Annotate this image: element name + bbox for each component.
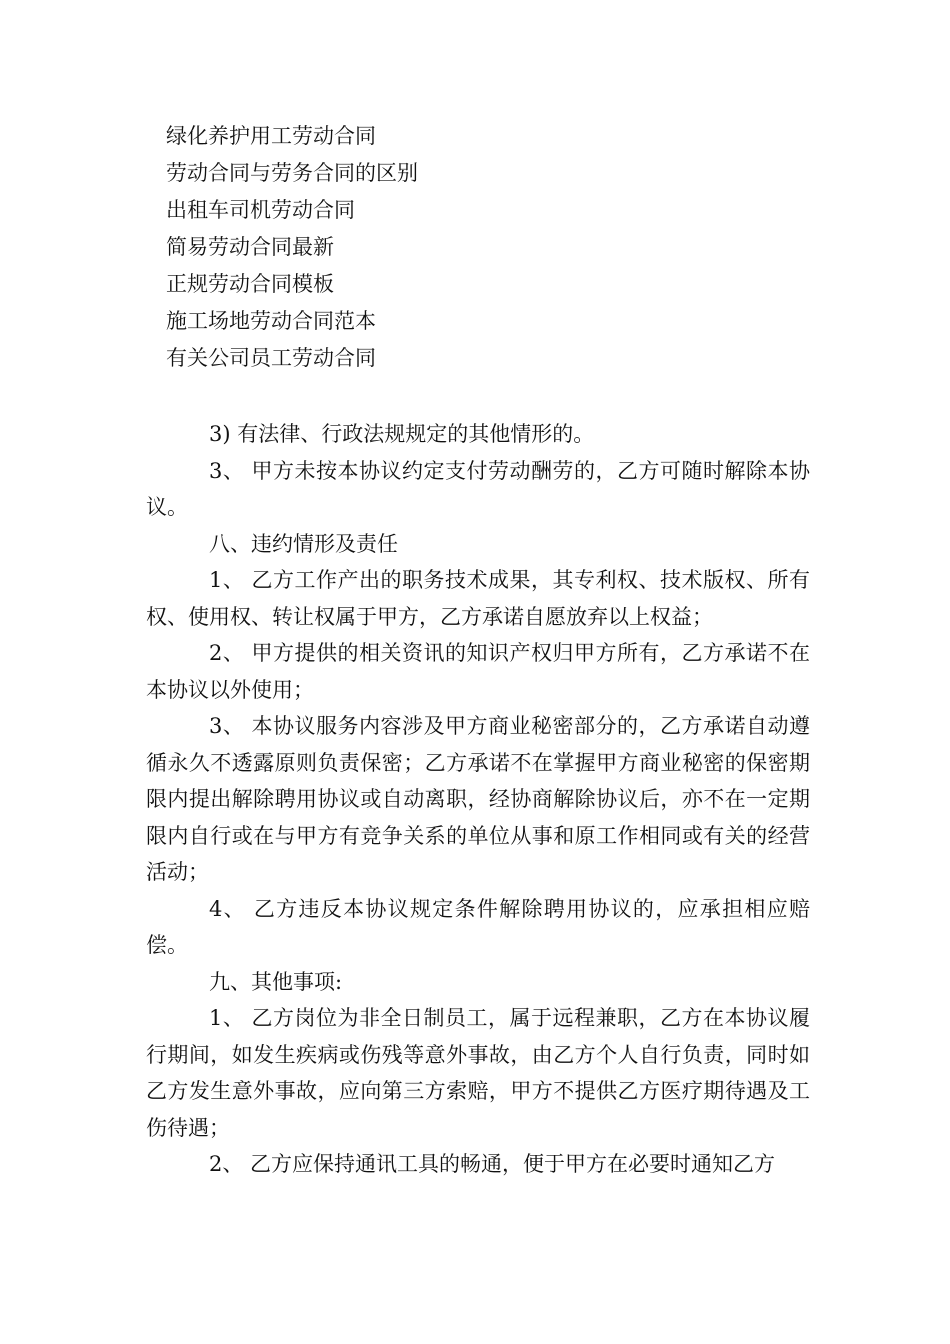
section-heading: 九、其他事项: [209,969,343,994]
related-link[interactable]: 施工场地劳动合同范本 [166,309,376,333]
clause-paragraph: 4、 乙方违反本协议规定条件解除聘用协议的，应承担相应赔偿。 [146,896,810,957]
contract-body [146,416,810,1183]
clause-paragraph: 1、 乙方工作产出的职务技术成果，其专利权、技术版权、所有权、使用权、转让权属于甲方，乙方承诺自愿放弃以上权益； [146,568,810,629]
clause-paragraph: 1、 乙方岗位为非全日制员工，属于远程兼职，乙方在本协议履行期间，如发生疾病或伤残等意外事故，由乙方个人自行负责，同时如乙方发生意外事故，应向第三方索赔，甲方不提供乙方医疗期待遇及工伤待遇； [146,1006,810,1140]
clause-paragraph: 2、 乙方应保持通讯工具的畅通，便于甲方在必要时通知乙方 [209,1152,776,1176]
clause-paragraph: 3) 有法律、行政法规规定的其他情形的。 [209,422,595,446]
related-link[interactable]: 绿化养护用工劳动合同 [166,124,376,148]
clause-paragraph: 3、 甲方未按本协议约定支付劳动酬劳的，乙方可随时解除本协议。 [146,458,810,519]
related-links-list [166,118,418,377]
clause-paragraph: 2、 甲方提供的相关资讯的知识产权归甲方所有，乙方承诺不在本协议以外使用； [146,641,810,702]
clause-paragraph: 3、 本协议服务内容涉及甲方商业秘密部分的，乙方承诺自动遵循永久不透露原则负责保密；乙方承诺不在掌握甲方商业秘密的保密期限内提出解除聘用协议或自动离职，经协商解除协议后，亦不在一定期限内自行或在与甲方有竞争关系的单位从事和原工作相同或有关的经营活动； [146,714,810,884]
related-link[interactable]: 有关公司员工劳动合同 [166,346,376,370]
related-link[interactable]: 简易劳动合同最新 [166,235,334,259]
related-link[interactable]: 劳动合同与劳务合同的区别 [166,161,418,185]
related-link[interactable]: 正规劳动合同模板 [166,272,334,296]
section-heading: 八、违约情形及责任 [209,531,398,556]
related-link[interactable]: 出租车司机劳动合同 [166,198,355,222]
